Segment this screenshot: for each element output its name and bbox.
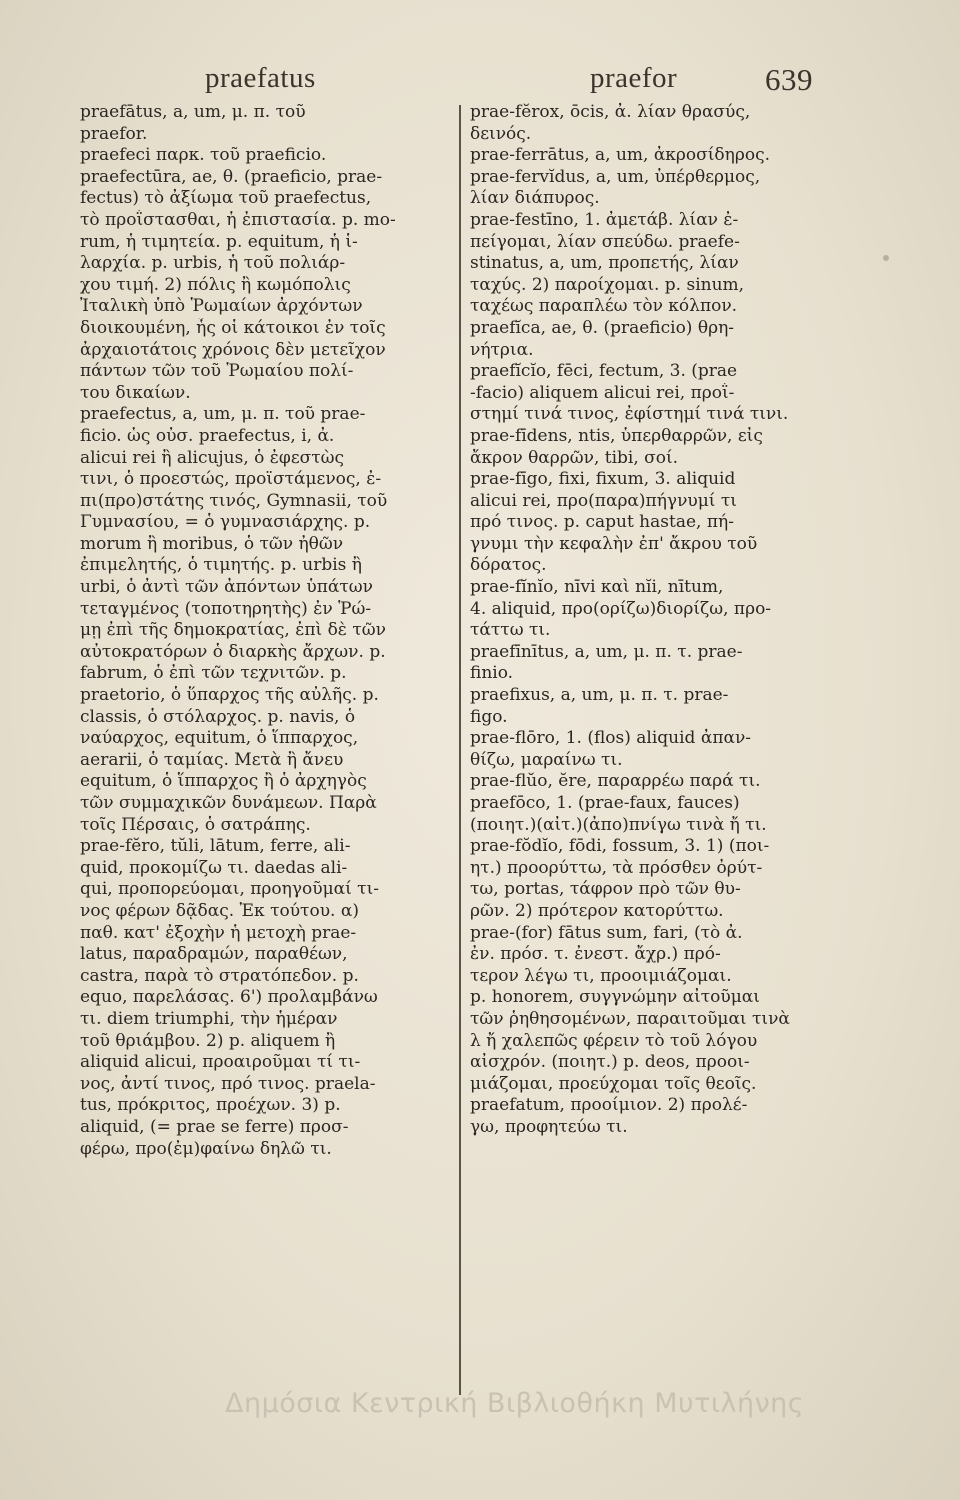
text-line: -facio) aliquem alicui rei, προΐ-	[470, 382, 735, 403]
text-line: prae-(for) fātus sum, fari, (τὸ ἀ.	[470, 922, 743, 943]
text-line: λαρχία. p. urbis, ἡ τοῦ πολιάρ-	[80, 253, 346, 274]
text-line: δόρατος.	[470, 555, 547, 576]
text-line: τοῦ θριάμβου. 2) p. aliquem ἢ	[80, 1030, 336, 1051]
text-line: morum ἢ moribus, ὁ τῶν ἠθῶν	[80, 533, 344, 554]
text-line: praefectūra, ae, θ. (praeficio, prae-	[80, 166, 383, 187]
text-line: stinatus, a, um, προπετής, λίαν	[470, 253, 739, 274]
page-number: 639	[765, 62, 813, 97]
text-line: praefeci παρκ. τοῦ praeficio.	[80, 145, 327, 166]
text-line: μῃ ἐπὶ τῆς δημοκρατίας, ἐπὶ δὲ τῶν	[80, 620, 386, 641]
text-line: ταχέως παραπλέω τὸν κόλπον.	[470, 296, 738, 317]
text-line: τεταγμένος (τοποτηρητὴς) ἐν Ῥώ-	[80, 598, 372, 619]
text-line: χου τιμή. 2) πόλις ἢ κωμόπολις	[80, 274, 351, 295]
header-right-guide-word: praefor	[590, 62, 678, 94]
text-line: prae-ferrātus, a, um, ἀκροσίδηρος.	[470, 145, 770, 166]
text-line: alicui rei ἢ alicujus, ὁ ἐφεστὼς	[80, 447, 345, 468]
text-line: prae-fervĭdus, a, um, ὑπέρθερμος,	[470, 166, 761, 187]
text-line: θίζω, μαραίνω τι.	[470, 749, 623, 770]
text-line: ταχύς. 2) παροίχομαι. p. sinum,	[470, 274, 745, 295]
text-line: equitum, ὁ ἵππαρχος ἢ ὁ ἀρχηγὸς	[80, 771, 367, 792]
text-line: διοικουμένη, ἧς οἱ κάτοικοι ἐν τοῖς	[80, 317, 386, 338]
text-line: λ ἤ χαλεπῶς φέρειν τὸ τοῦ λόγου	[470, 1030, 758, 1051]
text-line: aerarii, ὁ ταμίας. Μετὰ ἢ ἄνευ	[80, 749, 344, 770]
text-line: praefixus, a, um, μ. π. τ. prae-	[470, 685, 729, 706]
text-line: πι(προ)στάτης τινός, Gymnasii, τοῦ	[80, 490, 388, 511]
text-line: praefōco, 1. (prae-faux, fauces)	[470, 793, 740, 813]
text-line: ἀρχαιοτάτοις χρόνοις δὲν μετεῖχον	[80, 339, 386, 360]
text-line: τω, portas, τάφρον πρὸ τῶν θυ-	[470, 879, 741, 900]
text-line: ἄκρον θαρρῶν, tibi, σοί.	[470, 447, 679, 468]
text-line: ητ.) προορύττω, τὰ πρόσθεν ὀρύτ-	[470, 857, 763, 878]
paper-speck	[883, 255, 889, 261]
text-line: prae-fĕro, tŭli, lātum, ferre, ali-	[80, 836, 351, 857]
text-line: τῶν ῥηθησομένων, παραιτοῦμαι τινὰ	[470, 1008, 790, 1029]
text-line: παθ. κατ' ἐξοχὴν ἡ μετοχὴ prae-	[80, 922, 357, 943]
text-line: praefĭca, ae, θ. (praeficio) θρη-	[470, 317, 735, 338]
text-line: Γυμνασίου, = ὁ γυμνασιάρχης. p.	[80, 512, 371, 533]
text-line: tus, πρόκριτος, προέχων. 3) p.	[80, 1095, 341, 1116]
text-line: τάττω τι.	[470, 620, 551, 641]
text-line: αἰσχρόν. (ποιητ.) p. deos, προοι-	[470, 1052, 750, 1073]
text-line: (ποιητ.)(αἰτ.)(ἀπο)πνίγω τινὰ ἤ τι.	[470, 814, 767, 835]
text-line: γνυμι τὴν κεφαλὴν ἐπ' ἄκρου τοῦ	[470, 533, 758, 554]
text-line: 4. aliquid, προ(ορίζω)διορίζω, προ-	[470, 598, 772, 619]
text-line: ἐπιμελητής, ὁ τιμητής. p. urbis ἢ	[80, 555, 362, 576]
text-line: praefatum, προοίμιον. 2) προλέ-	[470, 1095, 748, 1116]
text-line: τῶν συμμαχικῶν δυνάμεων. Παρὰ	[80, 793, 377, 813]
text-line: prae-fĕrox, ōcis, ἀ. λίαν θρασύς,	[470, 102, 751, 122]
text-line: ficio. ὡς οὐσ. praefectus, i, ἀ.	[80, 425, 335, 446]
left-column	[80, 102, 475, 1160]
text-line: νήτρια.	[470, 339, 534, 360]
text-line: πείγομαι, λίαν σπεύδω. praefe-	[470, 231, 740, 252]
text-line: prae-flōro, 1. (flos) aliquid ἀπαν-	[470, 728, 752, 749]
text-line: castra, παρὰ τὸ στρατόπεδον. p.	[80, 965, 359, 986]
text-line: αὐτοκρατόρων ὁ διαρκὴς ἄρχων. p.	[80, 641, 386, 662]
text-line: fabrum, ὁ ἐπὶ τῶν τεχνιτῶν. p.	[80, 663, 347, 684]
text-line: δεινός.	[470, 123, 532, 144]
text-line: prae-flŭo, ĕre, παραρρέω παρά τι.	[470, 771, 761, 792]
text-line: ναύαρχος, equitum, ὁ ἵππαρχος,	[80, 728, 359, 749]
text-line: στημί τινά τινος, ἐφίστημί τινά τινι.	[470, 404, 789, 425]
text-line: urbi, ὁ ἀντὶ τῶν ἀπόντων ὑπάτων	[80, 577, 373, 598]
text-line: praefĭcĭo, fēci, fectum, 3. (prae	[470, 361, 738, 382]
text-line: λίαν διάπυρος.	[470, 188, 600, 209]
text-line: prae-festīno, 1. ἀμετάβ. λίαν ἐ-	[470, 209, 739, 230]
column-divider	[459, 105, 461, 1395]
text-line: prae-fĭnĭo, nīvi καὶ nĭi, nītum,	[470, 577, 724, 598]
text-line: γω, προφητεύω τι.	[470, 1116, 628, 1137]
text-line: πάντων τῶν τοῦ Ῥωμαίου πολί-	[80, 361, 354, 382]
text-line: praefātus, a, um, μ. π. τοῦ	[80, 102, 306, 122]
text-line: μιάζομαι, προεύχομαι τοῖς θεοῖς.	[470, 1073, 757, 1094]
text-line: τοῖς Πέρσαις, ὁ σατράπης.	[80, 814, 311, 835]
text-line: praefor.	[80, 123, 148, 144]
text-line: finio.	[470, 663, 514, 684]
text-line: prae-fīdens, ntis, ὑπερθαρρῶν, εἰς	[470, 425, 763, 446]
text-line: qui, προπορεύομαι, προηγοῦμαί τι-	[80, 879, 379, 900]
text-line: praetorio, ὁ ὕπαρχος τῆς αὐλῆς. p.	[80, 685, 379, 706]
text-line: aliquid alicui, προαιροῦμαι τί τι-	[80, 1052, 361, 1073]
text-line: prae-fīgo, fixi, fixum, 3. aliquid	[470, 469, 736, 490]
text-line: νος, ἀντί τινος, πρό τινος. praela-	[80, 1073, 376, 1094]
text-line: ρῶν. 2) πρότερον κατορύττω.	[470, 900, 724, 921]
library-watermark: Δημόσια Κεντρική Βιβλιοθήκη Μυτιλήνης	[225, 1388, 805, 1419]
text-line: prae-fŏdĭo, fōdi, fossum, 3. 1) (ποι-	[470, 836, 770, 857]
right-column	[470, 102, 850, 1139]
text-line: praefectus, a, um, μ. π. τοῦ prae-	[80, 404, 366, 425]
text-line: equo, παρελάσας. 6') προλαμβάνω	[80, 987, 378, 1008]
text-line: alicui rei, προ(παρα)πήγνυμί τι	[470, 490, 737, 511]
text-line: aliquid, (= prae se ferre) προσ-	[80, 1116, 349, 1137]
header-left-guide-word: praefatus	[205, 62, 316, 94]
text-line: latus, παραδραμών, παραθέων,	[80, 944, 348, 965]
text-line: Ἰταλικὴ ὑπὸ Ῥωμαίων ἀρχόντων	[80, 296, 363, 317]
text-line: classis, ὁ στόλαρχος. p. navis, ὁ	[80, 706, 356, 727]
text-line: praefīnītus, a, um, μ. π. τ. prae-	[470, 641, 743, 662]
text-line: fectus) τὸ ἀξίωμα τοῦ praefectus,	[80, 188, 372, 209]
text-line: νος φέρων δᾷδας. Ἐκ τούτου. α)	[80, 900, 359, 921]
text-line: τὸ προΐστασθαι, ἡ ἐπιστασία. p. mo-	[80, 209, 396, 230]
text-line: rum, ἡ τιμητεία. p. equitum, ἡ ἱ-	[80, 231, 358, 252]
text-line: τι. diem triumphi, τὴν ἡμέραν	[80, 1008, 338, 1029]
text-line: ἐν. πρόσ. τ. ἐνεστ. ἄχρ.) πρό-	[470, 944, 721, 965]
text-line: p. honorem, συγγνώμην αἰτοῦμαι	[470, 987, 760, 1008]
page-header	[0, 62, 960, 102]
text-line: του δικαίων.	[80, 382, 191, 403]
text-line: τερον λέγω τι, προοιμιάζομαι.	[470, 965, 732, 986]
text-line: figo.	[470, 706, 508, 727]
text-line: quid, προκομίζω τι. daedas ali-	[80, 857, 348, 878]
text-line: φέρω, προ(ἐμ)φαίνω δηλῶ τι.	[80, 1138, 332, 1159]
text-line: τινι, ὁ προεστώς, προϊστάμενος, ἐ-	[80, 469, 382, 490]
text-line: πρό τινος. p. caput hastae, πή-	[470, 512, 734, 533]
